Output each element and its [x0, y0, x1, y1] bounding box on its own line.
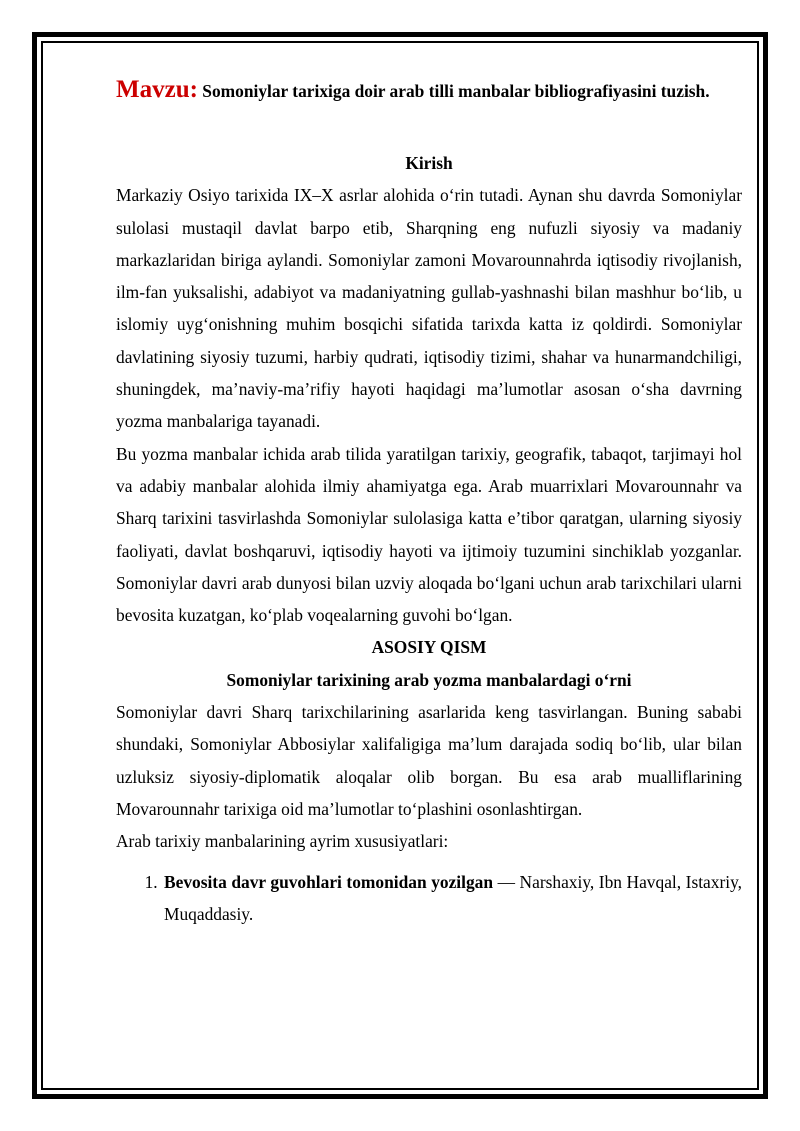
features-list: [116, 866, 742, 931]
main-paragraph-1: Somoniylar davri Sharq tarixchilarining asarlarida keng tasvirlangan. Buning sababi shundaki, Somoniylar Abbosiylar xalifaligiga ma’lum darajada sodiq bo‘lib, ular bilan uzluksiz siyosiy-diplomatik aloqalar olib borgan. Bu esa arab mualliflarining Movarounnahr tarixiga oid ma’lumotlar to‘plashini osonlashtirgan.: [116, 702, 742, 819]
intro-paragraph-2: Bu yozma manbalar ichida arab tilida yaratilgan tarixiy, geografik, tabaqot, tarjimayi hol va adabiy manbalar alohida ilmiy ahamiyatga ega. Arab muarrixlari Movarounnahr va Sharq tarixini tasvirlashda Somoniylar sulolasiga katta e’tibor qaratgan, ularning siyosiy faoliyati, davlat boshqaruvi, iqtisodiy hayoti va ijtimoiy tuzumini sinchiklab yozganlar. Somoniylar davri arab dunyosi bilan uzviy aloqada bo‘lgani uchun arab tarixchilari ularni bevosita kuzatgan, ko‘plab voqealarning guvohi bo‘lgan.: [116, 443, 742, 626]
topic-line: [116, 78, 742, 103]
intro-paragraph-1: Markaziy Osiyo tarixida IX–X asrlar alohida o‘rin tutadi. Aynan shu davrda Somoniylar sulolasi mustaqil davlat barpo etib, Sharqning eng nufuzli siyosiy va madaniy markazlaridan biriga aylandi. Somoniylar zamoni Movarounnahrda iqtisodiy rivojlanish, ilm-fan yuksalishi, adabiyot va madaniyatning gullab-yashnashi bilan mashhur bo‘lib, u islomiy uyg‘onishning muhim bosqichi sifatida tarixda katta iz qoldirdi. Somoniylar davlatining siyosiy tuzumi, harbiy qudrati, iqtisodiy tizimi, shahar va hunarmandchiligi, shuningdek, ma’naviy-ma’rifiy hayoti haqidagi ma’lumotlar asosan o‘sha davrning yozma manbalariga tayanadi.: [116, 185, 742, 432]
topic-title: Somoniylar tarixiga doir arab tilli manbalar bibliografiyasini tuzish.: [202, 81, 710, 101]
list-item-text: — Narshaxiy, Ibn Havqal, Istaxriy, Muqaddasiy.: [164, 871, 742, 924]
main-heading: ASOSIY QISM: [371, 637, 487, 658]
topic-label: Mavzu:: [116, 76, 198, 103]
list-item-bold: Bevosita davr guvohlari tomonidan yozilgan: [164, 871, 494, 892]
main-paragraph-2: Arab tarixiy manbalarining ayrim xususiyatlari:: [116, 831, 449, 852]
list-item: [162, 866, 742, 931]
main-subheading: Somoniylar tarixining arab yozma manbalardagi o‘rni: [226, 669, 632, 690]
intro-heading: Kirish: [405, 153, 453, 173]
document-page: [116, 78, 742, 930]
